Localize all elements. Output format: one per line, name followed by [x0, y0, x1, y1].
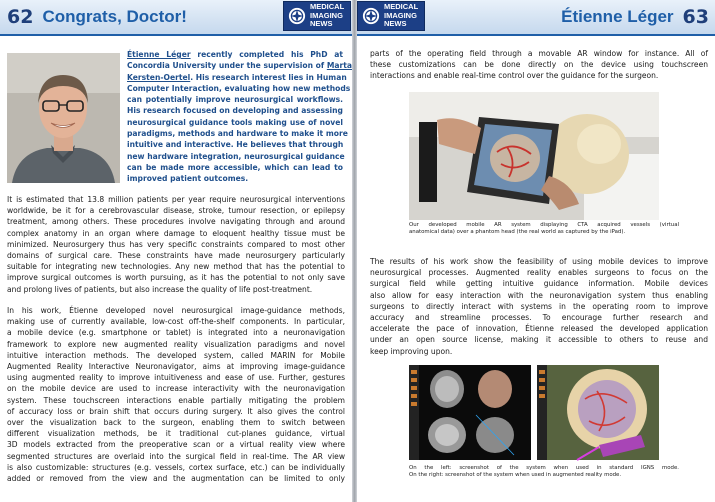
logo-text-line: NEWS: [310, 19, 333, 29]
medical-imaging-news-logo-icon: [362, 7, 380, 25]
paragraph-line: complex anatomy in an organ where damage to eloquent healthy tissue must be: [7, 228, 345, 238]
logo-text-line: MEDICAL: [384, 2, 419, 12]
paragraph-line: intuitive interaction methods. The developed system, called MARIN for Mobile: [7, 350, 345, 360]
bio-line: [127, 72, 347, 83]
paragraph-line: treatment, among others. These procedures involve navigating through and around: [7, 217, 345, 227]
paragraph-line: In his work, Étienne developed novel neurosurgical image-guidance methods,: [7, 306, 345, 315]
logo-text-line: IMAGING: [310, 10, 343, 20]
bio-line: [127, 105, 343, 116]
magazine-logo: [357, 1, 425, 31]
figure-caption: [409, 465, 679, 479]
paragraph-line: different visualization methods, be it traditional cut-planes guidance, virtual: [7, 429, 345, 439]
bio-text: His research focused on developing and assessing: [127, 106, 343, 116]
medical-imaging-news-logo-icon: [288, 7, 306, 25]
logo-text-line: IMAGING: [384, 10, 417, 20]
paragraph-line: added or removed from the view and the augmentation can be limited to only: [7, 474, 345, 484]
paragraph-line: over the visualization back to the surgeon, enabling them to switch between: [7, 418, 345, 428]
logo-text-line: MEDICAL: [310, 2, 345, 12]
paragraph-line: It is estimated that 13.8 million patients per year require neurosurgical interventions: [7, 195, 345, 204]
bio-text: new hardware integration, neurosurgical guidance: [127, 151, 345, 161]
research-paragraph: [7, 305, 345, 484]
caption-line: On the left: screenshot of the system when used in standard IGNS mode.: [409, 465, 679, 471]
paragraph-line: accelerate the pace of innovation, Étienne released the developed application: [370, 324, 708, 334]
bio-line: [127, 162, 343, 173]
paragraph-line: worldwide, be it for a cerebrovascular disease, stroke, tumour resection, or epilepsy: [7, 206, 345, 216]
paragraph-line: is also customizable: structures (e.g. vessels, cortex surface, etc.) can be individually: [7, 462, 345, 472]
bio-line: [127, 83, 351, 94]
paragraph-line: using augmented reality to improve intuitiveness and ease of use. Further, gestures: [7, 373, 345, 383]
igns-mode-illustration: [409, 365, 531, 460]
bio-text: Concordia University under the supervision of: [127, 61, 327, 71]
bio-text: can potentially improve neurosurgical workflows.: [127, 95, 343, 105]
paragraph-line: accuracy and streamline processes. To encourage further research and: [370, 313, 708, 323]
paragraph-line: system. These touchscreen interactions enable partially mitigating the problem: [7, 395, 345, 405]
bio-line: [127, 94, 343, 105]
paragraph-line: Augmented Reality Interactive Neuronavigator, aims at improving image-guidance: [7, 362, 345, 372]
bio-text: improved patient outcomes.: [127, 174, 249, 184]
paragraph-line: suitable for integrating new technologies. Any new method that has the potential to: [7, 262, 345, 272]
logo-text: [384, 3, 418, 29]
caption-line: Our developed mobile AR system displaying CTA acquired vessels (virtual: [409, 222, 679, 228]
paragraph-line: making use of currently available, low-cost off-the-shelf components. In particular,: [7, 317, 345, 327]
caption-line: On the right: screenshot of the system when used in augmented reality mode.: [409, 472, 622, 479]
paragraph-line: keep improving upon.: [370, 346, 453, 356]
page-number: 63: [682, 6, 709, 28]
paragraph-line: surgeons to directly interact with systems in the operating room to improve: [370, 301, 708, 311]
paragraph-line: these customizations can be done directly on the device using touchscreen: [370, 60, 708, 70]
profile-link[interactable]: Marta: [326, 61, 353, 71]
paragraph-line: framework to explore new augmented reality visualization paradigms and novel: [7, 339, 345, 349]
paragraph-line: segmented structures are overlaid into the surgical field in real-time. The AR view: [7, 451, 345, 461]
bio-line: [127, 117, 343, 128]
paragraph-line: improve surgical outcomes is worth pursuing, as it has the potential to not only save: [7, 273, 345, 283]
paragraph-line: on the mobile device are used to increase interactivity with the neuronavigation: [7, 384, 345, 394]
bio-text: recently completed his PhD at: [190, 50, 343, 59]
paragraph-line: surgical field while getting intuitive guidance information. Mobile devices: [370, 279, 708, 289]
mobile-ar-illustration: [409, 92, 659, 220]
logo-text-line: NEWS: [384, 19, 407, 29]
profile-link[interactable]: Kersten-Oertel: [127, 72, 191, 82]
paragraph-line: 3D models extracted from the preoperative scan or a virtual reality view where: [7, 440, 345, 450]
paragraph-line: under an open source license, making it accessible to others to reuse and: [370, 335, 708, 345]
paragraph-line: and prolong lives of patients, but also increase the quality of life post-treatment.: [7, 284, 313, 294]
paragraph-line: domains of surgical care. These constraints have made neurosurgery particularly: [7, 251, 345, 261]
paragraph-line: interactions and enable real-time control over the guidance for the surgeon.: [370, 71, 659, 81]
paragraph-line: neurosurgical processes. Augmented reality enables surgeons to focus on the: [370, 268, 708, 278]
bio-line: [127, 128, 348, 139]
igns-mode-screenshot: [409, 365, 531, 460]
paragraph-line: a mobile device (e.g. smartphone or tablet) is integrated into a neuronavigation: [7, 328, 345, 338]
paragraph-line: minimized. Neurosurgery thus has very specific constraints compared to most other: [7, 239, 345, 249]
bio-text: Computer Interaction, evaluating how new methods: [127, 83, 351, 93]
bio-text: . His research interest lies in Human: [190, 72, 347, 82]
bio-text: can be made more accessible, which can lead to: [127, 162, 343, 172]
bio-text: neurosurgical guidance tools making use of novel: [127, 117, 343, 127]
portrait-illustration: [7, 53, 120, 183]
ar-mode-screenshot: [537, 365, 659, 460]
paragraph-line: also allow for easy interaction with the neuronavigation system thus enabling: [370, 290, 708, 300]
bio-text: intuitive and interactive. He believes that through: [127, 140, 344, 150]
bio-line: [127, 139, 343, 150]
continued-paragraph: [370, 48, 708, 82]
left-page: [0, 0, 352, 502]
logo-text: [310, 3, 344, 29]
bio-line: [127, 173, 343, 184]
page-title: Congrats, Doctor!: [42, 7, 187, 26]
profile-link[interactable]: Étienne Léger: [127, 50, 191, 59]
caption-line: anatomical data) over a phantom head (the real world as captured by the iPad).: [409, 229, 626, 236]
paragraph-line: The results of his work show the feasibility of using mobile devices to improve: [370, 257, 708, 266]
ar-mode-illustration: [537, 365, 659, 460]
right-page: [357, 0, 715, 502]
portrait-photo: [7, 53, 120, 183]
mobile-ar-photo: [409, 92, 659, 220]
bio-line: [127, 60, 353, 71]
page-number: 62: [7, 6, 34, 28]
page-title: Étienne Léger: [561, 7, 674, 26]
bio-line: [127, 49, 343, 60]
magazine-logo: [283, 1, 351, 31]
author-bio: [127, 49, 353, 185]
paragraph-line: parts of the operating field through a movable AR window for instance. All of: [370, 49, 708, 58]
intro-paragraph: [7, 194, 345, 295]
bio-text: paradigms, methods and hardware to make it more: [127, 129, 348, 139]
results-paragraph: [370, 256, 708, 357]
figure-caption: [409, 222, 679, 236]
paragraph-line: of accuracy loss or brain shift that occurs during surgery. It also gives the control: [7, 406, 345, 416]
bio-line: [127, 151, 343, 162]
